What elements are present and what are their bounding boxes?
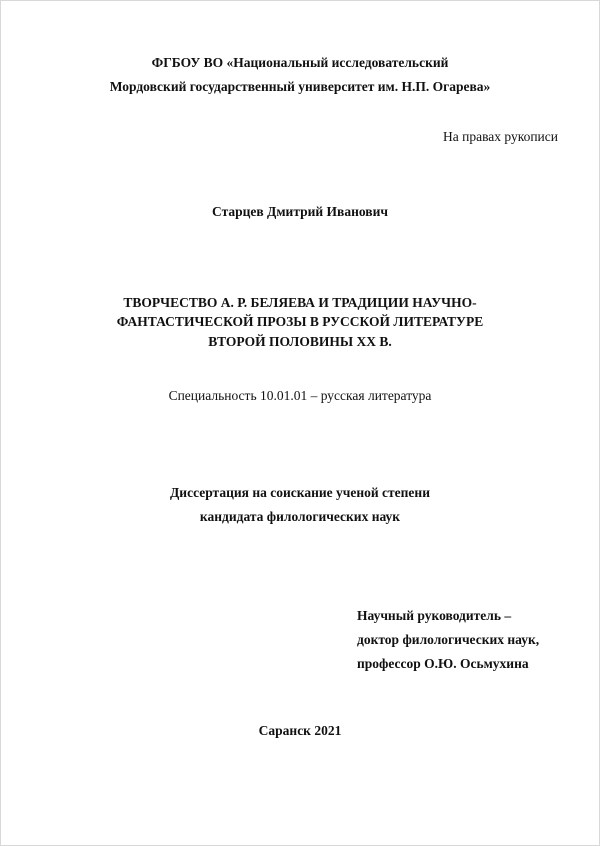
institution-line-2: Мордовский государственный университет им. Н.П. Огарева»	[109, 79, 491, 94]
institution-line-1: ФГБОУ ВО «Национальный исследовательский	[151, 55, 449, 70]
author-name: Старцев Дмитрий Иванович	[212, 204, 388, 219]
manuscript-note: На правах рукописи	[442, 129, 558, 144]
supervisor-line-1: Научный руководитель –	[357, 608, 512, 623]
degree-line-1: Диссертация на соискание ученой степени	[170, 485, 430, 500]
title-line-2: ФАНТАСТИЧЕСКОЙ ПРОЗЫ В РУССКОЙ ЛИТЕРАТУРЕ	[116, 314, 484, 329]
city-year: Саранск 2021	[258, 723, 342, 738]
supervisor-line-2: доктор филологических наук,	[357, 632, 540, 647]
supervisor-line-3: профессор О.Ю. Осьмухина	[357, 656, 529, 671]
title-line-1: ТВОРЧЕСТВО А. Р. БЕЛЯЕВА И ТРАДИЦИИ НАУЧНО-	[123, 295, 477, 310]
specialty: Специальность 10.01.01 – русская литература	[168, 388, 432, 403]
degree-line-2: кандидата филологических наук	[199, 509, 401, 524]
title-line-3: ВТОРОЙ ПОЛОВИНЫ XX В.	[208, 334, 392, 349]
